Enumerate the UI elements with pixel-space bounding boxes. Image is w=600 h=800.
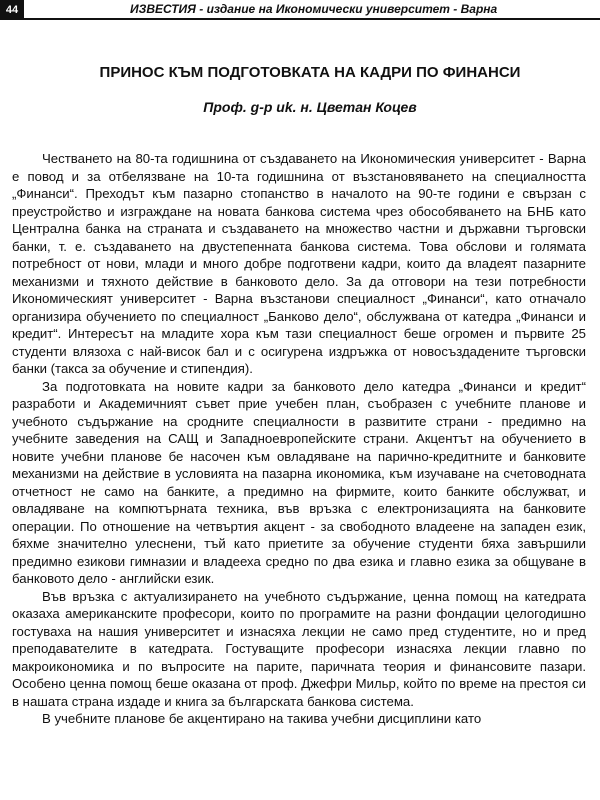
page-header <box>0 0 600 20</box>
paragraph: Честването на 80-та годишнина от създаването на Икономическия университет - Варна е повод и за отбелязване на 10-та годишнина от възстановяването на специалността „Финанси“. Преходът към пазарно стопанство в началото на 90-те години е свързан с преустройство и изграждане на новата банкова система чрез обособяването на БНБ като Централна банка на страната и създаването на множество частни и държавни търговски банки, т. е. създаването на двустепенната банкова система. Това обслови и голямата потребност от нови, млади и много добре подготвени кадри, които да владеят пазарните механизми и тяхното действие в банковото дело. За да отговори на тези потребности Икономическият университет - Варна възстанови специалност „Финанси“, като отначало организира обучението по специалност „Банково дело“, обслужвана от катедра „Финанси и кредит“. Интересът на младите хора към тази специалност беше огромен и първите 25 студенти влязоха с най-висок бал и с осигурена издръжка от новосъздадените търговски банки (такса за обучение и стипендия). <box>12 151 586 376</box>
article-body <box>12 150 586 728</box>
paragraph: За подготовката на новите кадри за банковото дело катедра „Финанси и кредит“ разработи и Академичният съвет прие учебен план, съобразен с учебните планове и учебното съдържание на сродните специалности в развитите страни - предимно на учебните заведения на САЩ и Западноевропейските страни. Акцентът на обучението в новите учебни планове бе насочен към овладяване на парично-кредитните и банковите механизми на действие в условията на пазарна икономика, към изучаване на счетоводната отчетност не само на банките, а предимно на фирмите, които банките обслужват, и овладяване на компютърната техника, във връзка с електронизацията на банковите операции. По отношение на четвъртия акцент - за свободното владеене на западен език, бяхме значително улеснени, тъй като приетите за обучение студенти бяха завършили предимно езикови гимназии и владееха средно по два езика и главно езика за общуване в банковото дело - английски език. <box>12 378 586 586</box>
paragraph: Във връзка с актуализирането на учебното съдържание, ценна помощ на катедрата оказаха американските професори, които по програмите на разни фондации целогодишно гостуваха на нашия университет и изнасяха лекции не само пред студентите, но и пред преподавателите в катедрата. Гостуващите професори изнасяха лекции главно по макроикономика и по въпросите на парите, паричната теория и финансовите пазари. Особено ценна помощ беше оказана от проф. Джефри Мильр, който по време на престоя си в нашата страна издаде и книга за българската банкова система. <box>12 588 586 709</box>
header-rule <box>24 18 600 20</box>
running-head: ИЗВЕСТИЯ - издание на Икономически университет - Варна <box>130 2 498 16</box>
article-author: Проф. g-p uk. н. Цветан Коцев <box>203 99 417 115</box>
paragraph: В учебните планове бе акцентирано на такива учебни дисциплини като <box>42 711 482 726</box>
page-number: 44 <box>0 0 24 20</box>
article-title: ПРИНОС КЪМ ПОДГОТОВКАТА НА КАДРИ ПО ФИНАНСИ <box>99 64 521 81</box>
